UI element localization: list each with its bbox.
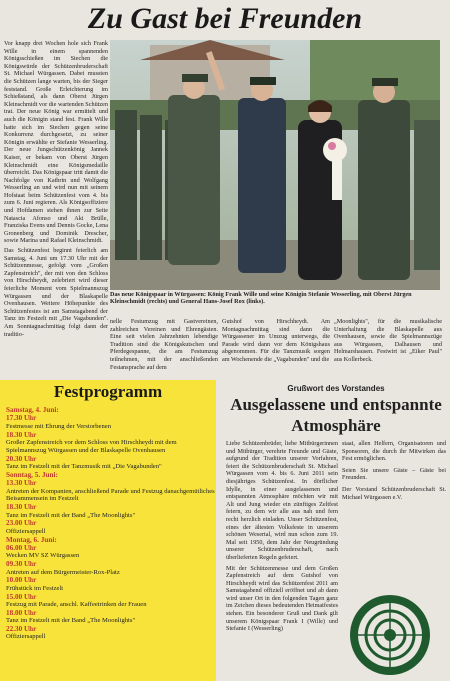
program-time: 22.30 Uhr	[6, 625, 37, 634]
greeting-paragraph: Liebe Schützenbrüder, liebe Mitbürgerinnen und Mitbürger, verehrte Freunde und Gäste, aufgrund der Tradition unserer Vorfahren, feiert die Schützenbruderschaft St. Michael Würgassen vom 4. bis 6. Juni 2011 sein diesjähriges Schützenfest. In dörflicher Idylle, in einer ausgelassenen und entspannten Atmosphäre möchten wir mit Alt und Jung wieder ein zünftiges Zeltfest feiern, zu dem wir alle aus nah und fern recht herzlich einladen. Unser Schützenfest, eines der ältesten Volksfeste in unserem schönen Wesertal, wird nun schon zum 19. Mal seit 1950, dem Jahr der Neugründung unserer Schützenbruderschaft, nach überlieferten Regeln gefeiert.	[226, 440, 338, 561]
program-event: Antreten der Kompanien, anschließend Parade und Festzug danachgemütliches Beisammensein im Festzelt	[6, 487, 215, 503]
program-event: Tanz im Festzelt mit der Tanzmusik mit „Die Vagabunden"	[6, 463, 162, 471]
program-event: Wecken MV SZ Würgassen	[6, 552, 80, 560]
program-time: 06.00 Uhr	[6, 544, 37, 553]
program-time: 15.00 Uhr	[6, 592, 37, 601]
festival-program-box	[0, 380, 216, 681]
program-event: Großer Zapfenstreich vor dem Schloss von Hirschheydt mit dem Spielmannszug Würgassen und der Blaskapelle Ovenhausen	[6, 439, 177, 454]
program-time: 20.30 Uhr	[6, 454, 37, 463]
program-event: Tanz im Festzelt mit der Band „The Moonlights"	[6, 617, 136, 625]
program-event: Frühstück im Festzelt	[6, 584, 64, 592]
program-time: 23.00 Uhr	[6, 519, 37, 528]
article-column: Gutshof von Hirschheydt. Am Montagnachmittag sind dann die Würgassener im Umzug unterwegs, die Parade wird dann vor dem Königshaus abgenommen. Für die Tanzmusik sorgen am Wochenende die „Vagabunden" und die	[222, 318, 330, 363]
program-event: Festzug mit Parade, anschl. Kaffeetrinken der Frauen	[6, 601, 147, 609]
program-event: Offiziersappell	[6, 633, 46, 641]
program-time: 09.30 Uhr	[6, 560, 37, 569]
greeting-kicker: Grußwort des Vorstandes	[287, 384, 385, 393]
program-time: 18.00 Uhr	[6, 608, 37, 617]
photo-royal-couple	[110, 40, 440, 290]
article-column: „Moonlights", für die musikalische Unterhaltung die Blaskapelle aus Ovenhausen, sowie die Spielmannszüge aus Würgassen, Dalhausen und Helmarshausen. Festwirt ist „Eiker Paul" aus Kollerbeck.	[334, 318, 442, 363]
headline: Zu Gast bei Freunden	[87, 2, 363, 35]
program-day: Montag, 6. Juni:	[6, 535, 57, 544]
program-time: 17.30 Uhr	[6, 414, 37, 423]
greeting-paragraph: staat, allen Helfern, Organisatoren und Sponsoren, die durch ihr Mitwirken das Fest ermöglichen.	[342, 440, 446, 463]
program-event: Festmesse mit Ehrung der Verstorbenen	[6, 422, 111, 430]
program-event: Tanz im Festzelt mit der Band „The Moonlights"	[6, 511, 136, 519]
greeting-title: Ausgelassene und entspannte Atmosphäre	[230, 395, 442, 435]
greeting-signature: Der Vorstand Schützenbruderschaft St. Michael Würgassen e.V.	[342, 485, 446, 501]
shooting-club-emblem-icon	[345, 592, 435, 678]
intro-paragraph: Das Schützenfest beginnt feierlich am Samstag, 4. Juni um 17.30 Uhr mit der Schützenmesse, gefolgt vom „Großen Zapfenstreich", der mit von den Schloss von Hirschheydt, zelebriert wird dieser feierliche Moment vom Spielmannszug Würgassen und der Blaskapelle Ovenhausen. Weitere Höhepunkte des Schützenfestes ist am Samstagabend der Tanz im Festzelt mit „Die Vagabunden". Am Sonntagnachmittag folgt dann der traditio-	[4, 247, 108, 338]
greeting-column-left	[226, 440, 338, 681]
program-time: 18.30 Uhr	[6, 503, 37, 512]
greeting-column-right	[342, 440, 446, 580]
program-event: Antreten auf dem Bürgermeister-Rox-Platz	[6, 568, 120, 576]
program-title: Festprogramm	[53, 382, 163, 401]
intro-paragraph: Vor knapp drei Wochen hole sich Frank Wille in einem spannenden Königsschießen im Stechen die Königswürde der Schützenbruderschaft St. Michael Würgassen. Dabei mussten die Schützen lange warten, bis der Sieger feststand. Große Erleichterung im Schießstand, als dann Oberst Jürgen Kleinschmidt vor die wartenden Schützen trat. Der neue König war ermittelt und auch die Königin stand fest. Frank Wille hatte sich im Stechen gegen seine Konkurrenz durchgesetzt, zu seiner Königin erwählte er Stefanie Wesserling. Der neue Jungschützenkönig Jannek Kaiser, er bekam von Oberst Jürgen Kleinschmidt eine Königsmedaille überreicht. Das Königspaar tritt damit die Nachfolge von Kathrin und Wolfgang Wesserling an und wird nun mit seinem Hofstaat beim Schützenfest vom 4. bis zum 6. Juni regieren. Als Königsoffiziere und Hofdamen stehen ihnen zur Seite Natascia Afonso und Aki Brülle, Franziska Evens und Dennis Gocke, Lena Gronenberg und Dominik Drescher, sowie Marina und Rafael Kleinschmidt.	[4, 40, 108, 245]
program-day: Sonntag, 5. Juni:	[6, 470, 58, 479]
program-time: 10.00 Uhr	[6, 576, 37, 585]
greeting-paragraph: Seien Sie unsere Gäste – Gäste bei Freunden.	[342, 466, 446, 482]
program-day: Samstag, 4. Juni:	[6, 406, 59, 414]
program-list	[0, 406, 216, 641]
greeting-paragraph: Mit der Schützenmesse und dem Großen Zapfenstreich auf dem Gutshof von Hirschheydt wird das Schützenfest 2011 am Samstagabend offiziell eröffnet und ab dann wird unser Ort in den folgenden Tagen ganz im Zeichen dieses bedeutenden Heimatfestes stehen. Ein besonderer Gruß und Dank gilt unserem Königspaar Frank I (Wille) und Stefanie I (Wesserling)	[226, 564, 338, 633]
article-column: nelle Festumzug mit Gastvereinen, zahlreichen Vereinen und Ehrengästen. Eine seit vielen Jahrzehnten lebendige Tradition sind die Königskutschen und Pferdegespanne, die am Festumzug teilnehmen, mit der anschließenden Festansprache auf dem	[110, 318, 218, 371]
program-time: 13.30 Uhr	[6, 479, 37, 488]
photo-caption: Das neue Königspaar in Würgassen: König Frank Wille und seine Königin Stefanie Wesserling, mit Oberst Jürgen Kleinschmidt (rechts) und General Hans-Josef Rox (links).	[110, 291, 412, 306]
program-event: Offiziersappell	[6, 527, 46, 535]
program-time: 18.30 Uhr	[6, 430, 37, 439]
photo-illustration	[110, 40, 440, 290]
